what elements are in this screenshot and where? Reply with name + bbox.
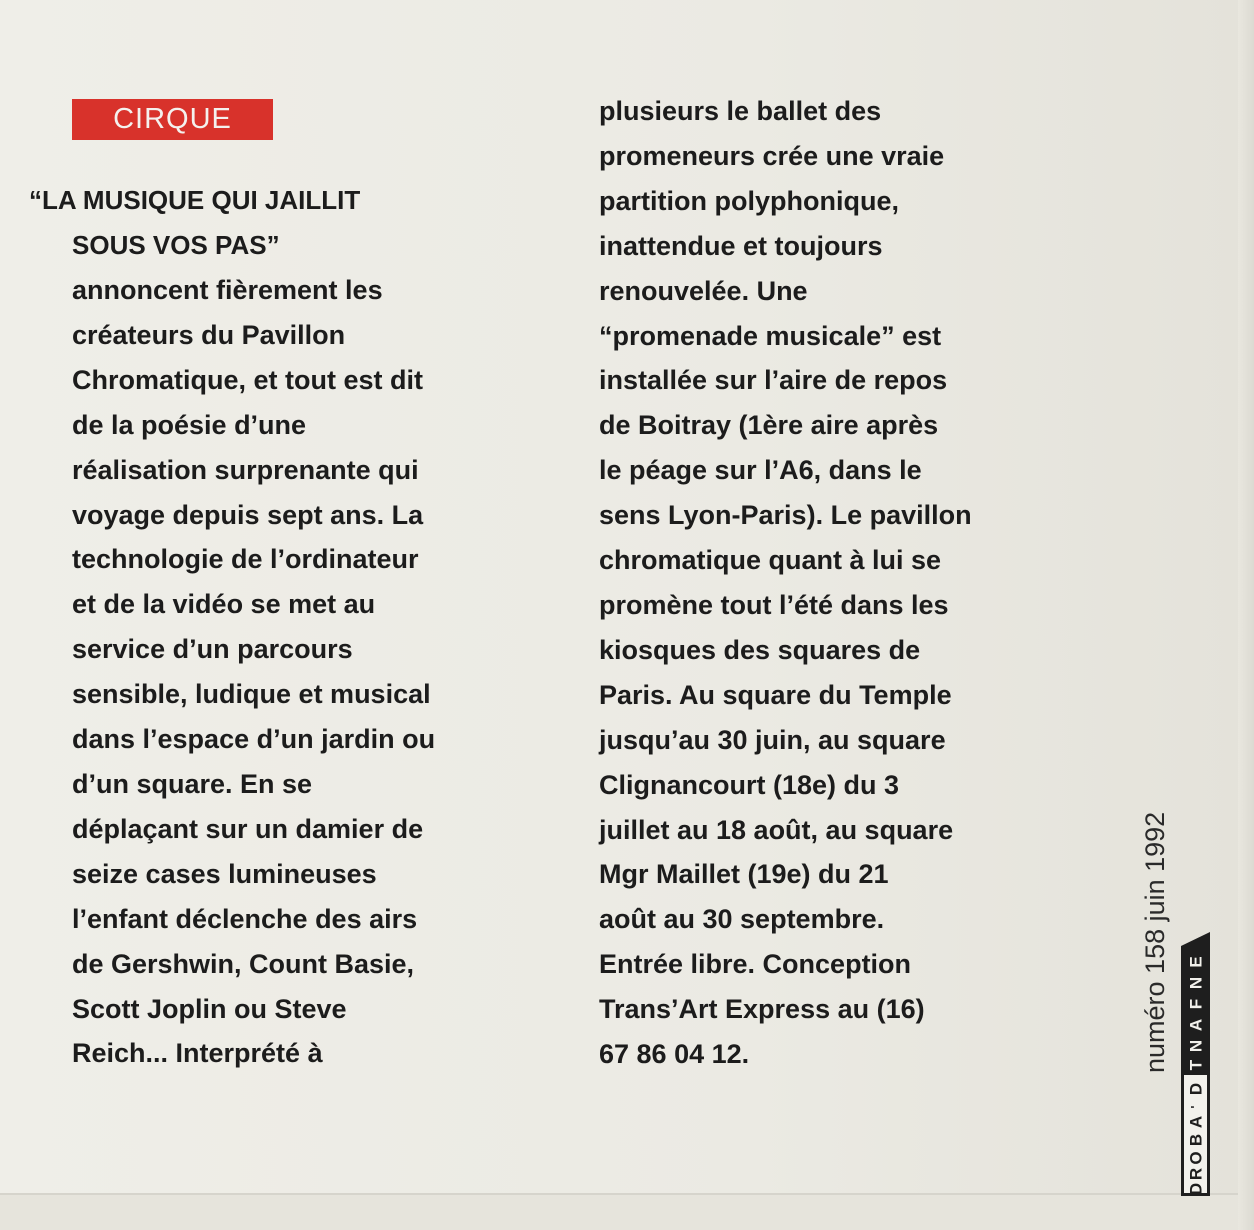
column-line: installée sur l’aire de repos bbox=[599, 365, 948, 396]
column-line: de Gershwin, Count Basie, bbox=[72, 948, 415, 979]
body-column-2 bbox=[599, 89, 1099, 1077]
svg-text:A: A bbox=[1186, 1018, 1206, 1032]
column-line: de la poésie d’une bbox=[72, 409, 307, 440]
column-line: service d’un parcours bbox=[72, 634, 353, 665]
column-line: d’un square. En se bbox=[72, 768, 313, 799]
column-line: le péage sur l’A6, dans le bbox=[599, 455, 922, 486]
column-line: chromatique quant à lui se bbox=[599, 545, 942, 576]
column-line: réalisation surprenante qui bbox=[72, 454, 419, 485]
column-line: l’enfant déclenche des airs bbox=[72, 903, 418, 934]
headline bbox=[29, 178, 549, 268]
column-line: Scott Joplin ou Steve bbox=[72, 993, 347, 1024]
column-line: promeneurs crée une vraie bbox=[599, 140, 945, 171]
column-line: déplaçant sur un damier de bbox=[72, 813, 424, 844]
column-line: Mgr Maillet (19e) du 21 bbox=[599, 859, 889, 890]
svg-text:T: T bbox=[1186, 1059, 1206, 1071]
svg-text:O: O bbox=[1186, 1151, 1206, 1165]
column-line: et de la vidéo se met au bbox=[72, 589, 376, 620]
svg-text:N: N bbox=[1186, 1039, 1206, 1053]
column-line: “promenade musicale” est bbox=[599, 320, 942, 351]
right-edge bbox=[1238, 0, 1254, 1230]
column-line: Chromatique, et tout est dit bbox=[72, 364, 423, 395]
column-line: dans l’espace d’un jardin ou bbox=[72, 724, 436, 755]
column-line: créateurs du Pavillon bbox=[72, 319, 346, 350]
svg-text:': ' bbox=[1188, 1105, 1203, 1109]
column-line: sensible, ludique et musical bbox=[72, 679, 431, 710]
category-badge: CIRQUE bbox=[72, 99, 273, 140]
column-line: Clignancourt (18e) du 3 bbox=[599, 769, 900, 800]
column-line: Paris. Au square du Temple bbox=[599, 679, 952, 710]
svg-text:D: D bbox=[1186, 1182, 1206, 1196]
bottom-strip bbox=[0, 1195, 1254, 1230]
column-line: annoncent fièrement les bbox=[72, 275, 383, 305]
column-line: jusqu’au 30 juin, au square bbox=[599, 724, 946, 755]
svg-text:R: R bbox=[1186, 1167, 1206, 1181]
column-line: kiosques des squares de bbox=[599, 634, 921, 665]
column-line: partition polyphonique, bbox=[599, 185, 899, 216]
headline-line-1: “LA MUSIQUE QUI JAILLIT bbox=[29, 185, 361, 215]
column-line: plusieurs le ballet des bbox=[599, 96, 882, 126]
column-line: Reich... Interprété à bbox=[72, 1038, 323, 1069]
headline-line-2: SOUS VOS PAS” bbox=[72, 230, 280, 260]
svg-text:E: E bbox=[1186, 956, 1206, 968]
column-line: inattendue et toujours bbox=[599, 230, 883, 261]
body-column-1 bbox=[72, 268, 552, 1076]
column-line: Trans’Art Express au (16) bbox=[599, 994, 925, 1025]
column-line: juillet au 18 août, au square bbox=[599, 814, 954, 845]
svg-text:A: A bbox=[1186, 1115, 1206, 1129]
svg-text:B: B bbox=[1186, 1133, 1206, 1147]
svg-text:N: N bbox=[1186, 976, 1206, 990]
column-line: technologie de l’ordinateur bbox=[72, 544, 419, 575]
column-line: voyage depuis sept ans. La bbox=[72, 499, 424, 530]
svg-text:F: F bbox=[1186, 998, 1206, 1010]
enfant-dabord-logo bbox=[1181, 932, 1210, 1199]
column-line: renouvelée. Une bbox=[599, 275, 808, 306]
svg-text:D: D bbox=[1186, 1082, 1206, 1096]
logo-graphic bbox=[1181, 932, 1210, 1199]
issue-number: numéro 158 juin 1992 bbox=[1140, 811, 1170, 1073]
column-line: promène tout l’été dans les bbox=[599, 589, 949, 620]
column-line: de Boitray (1ère aire après bbox=[599, 410, 939, 441]
column-line: Entrée libre. Conception bbox=[599, 949, 912, 980]
column-line: 67 86 04 12. bbox=[599, 1039, 750, 1070]
column-line: seize cases lumineuses bbox=[72, 858, 377, 889]
column-line: sens Lyon-Paris). Le pavillon bbox=[599, 500, 972, 531]
column-line: août au 30 septembre. bbox=[599, 904, 885, 935]
